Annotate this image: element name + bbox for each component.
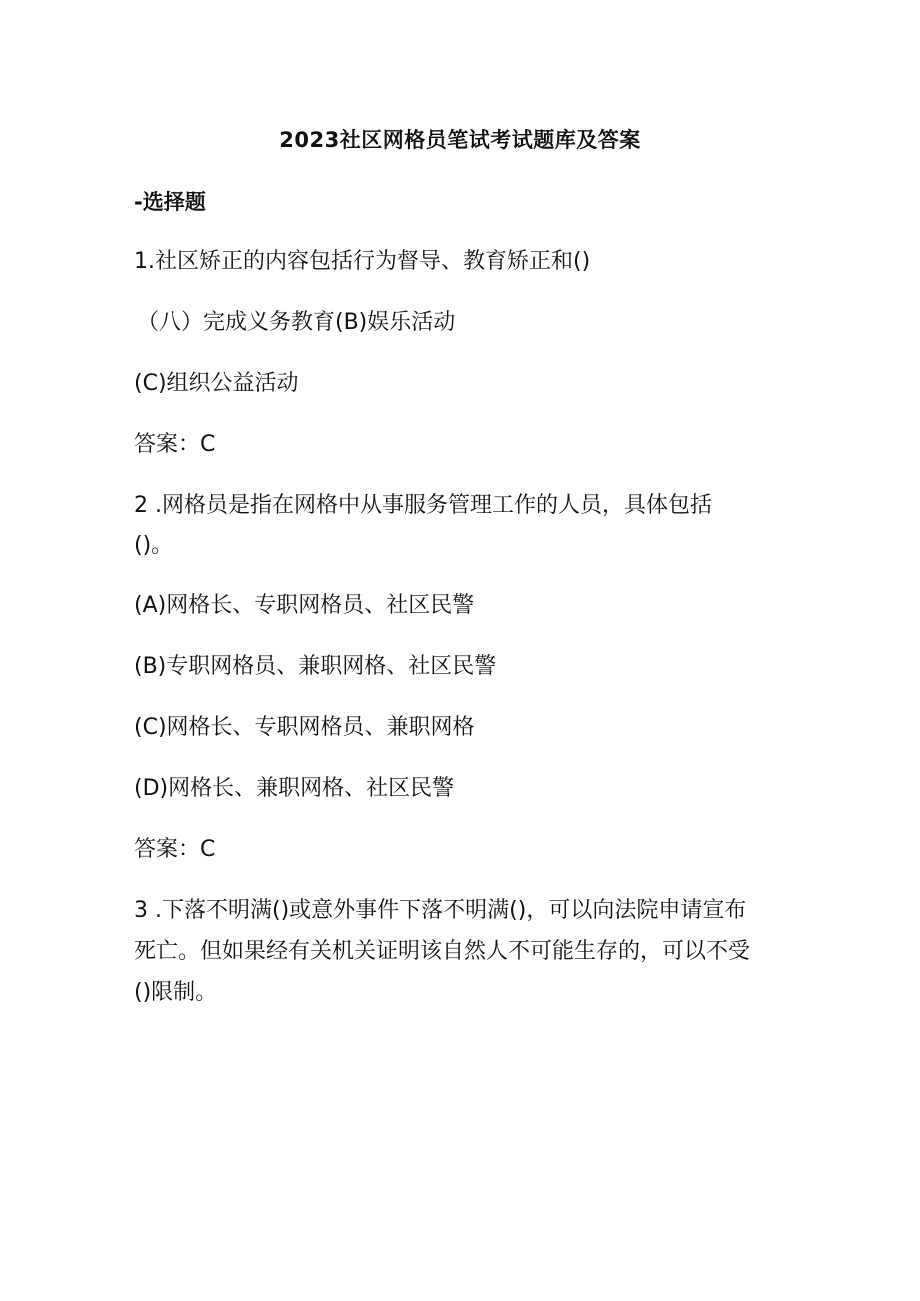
question-2-stem-line-1: 2 .网格员是指在网格中从事服务管理工作的人员，具体包括 xyxy=(134,493,712,518)
question-2-stem-line-2: ()。 xyxy=(134,533,174,558)
question-1-options-line-1: （八）完成义务教育(B)娱乐活动 xyxy=(137,310,456,335)
question-2-option-a: (A)网格长、专职网格员、社区民警 xyxy=(134,593,475,618)
question-1-options-line-2: (C)组织公益活动 xyxy=(134,371,299,396)
section-heading: -选择题 xyxy=(134,190,206,214)
question-3-stem-line-2: 死亡。但如果经有关机关证明该自然人不可能生存的，可以不受 xyxy=(134,939,751,964)
question-3-stem-line-1: 3 .下落不明满()或意外事件下落不明满()，可以向法院申请宣布 xyxy=(134,898,747,923)
question-1-answer: 答案：C xyxy=(134,432,216,457)
question-2-option-c: (C)网格长、专职网格员、兼职网格 xyxy=(134,715,475,740)
question-1-stem: 1.社区矫正的内容包括行为督导、教育矫正和() xyxy=(134,249,591,274)
question-2-answer: 答案：C xyxy=(134,837,216,862)
question-2-option-b: (B)专职网格员、兼职网格、社区民警 xyxy=(134,654,497,679)
question-2-option-d: (D)网格长、兼职网格、社区民警 xyxy=(134,776,455,801)
question-3-stem-line-3: ()限制。 xyxy=(134,980,218,1005)
document-title: 2023社区网格员笔试考试题库及答案 xyxy=(279,128,641,152)
